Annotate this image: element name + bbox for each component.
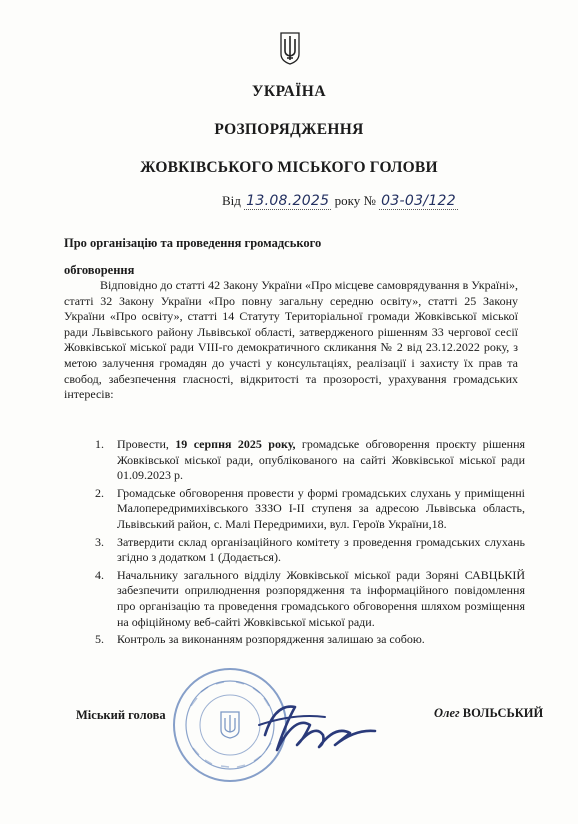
list-item-number: 1. xyxy=(95,437,104,451)
list-item xyxy=(95,535,525,566)
list-item xyxy=(95,568,525,630)
header-country: УКРАЇНА xyxy=(251,83,327,100)
subject-line-2: обговорення xyxy=(64,263,135,277)
list-item-text: Затвердити склад організаційного комітету з проведення громадських слухань згідно з додатком 1 (Додається). xyxy=(117,534,525,565)
order-list xyxy=(95,437,525,650)
header-issuer: ЖОВКІВСЬКОГО МІСЬКОГО ГОЛОВИ xyxy=(140,159,438,176)
coat-of-arms-icon xyxy=(279,30,301,66)
list-item xyxy=(95,486,525,533)
list-item-number: 2. xyxy=(95,485,104,500)
list-item-text: Контроль за виконанням розпорядження залишаю за собою. xyxy=(117,632,425,647)
signatory-name xyxy=(434,706,543,721)
handwritten-signature-icon xyxy=(255,695,385,765)
dateline-from: Від xyxy=(222,193,241,208)
dateline-date: 13.08.2025 xyxy=(246,193,330,209)
signatory-last-name: ВОЛЬСЬКИЙ xyxy=(462,706,544,720)
header-doc-type: РОЗПОРЯДЖЕННЯ xyxy=(214,121,364,138)
item-1-pre: Провести, xyxy=(117,437,169,451)
list-item-text xyxy=(117,437,525,484)
dateline xyxy=(222,193,458,209)
list-item-number: 4. xyxy=(95,567,104,582)
list-item xyxy=(95,437,525,484)
item-1-post: громадське обговорення проєкту рішення Жовківської міської ради, опублікованого на сайті Жовківської міської ради 01.09.2023 р. xyxy=(117,437,526,483)
list-item-text: Громадське обговорення провести у формі громадських слухань у приміщенні Малопередримихівського ЗЗЗО І-ІІ ступеня за адресою Львівська область, Львівський район, с. Малі Передримихи, вул. Героїв України,18. xyxy=(117,485,525,531)
list-item-number: 5. xyxy=(95,632,104,647)
subject xyxy=(64,230,424,284)
item-1-bold-date: 19 серпня 2025 року, xyxy=(175,437,296,451)
dateline-number: 03-03/122 xyxy=(381,193,456,209)
signature-title: Міський голова xyxy=(76,708,166,722)
signatory-first-name: Олег xyxy=(434,706,460,720)
dateline-no: № xyxy=(363,193,376,208)
list-item-text: Начальнику загального відділу Жовківської міської ради Зоряні САВЦЬКІЙ забезпечити оприлюднення розпорядження та інформаційного повідомлення про організацію та проведення громадського обговорення шляхом розміщення на офіційному веб-сайті Жовківської міської ради. xyxy=(117,567,525,629)
preamble-paragraph: Відповідно до статті 42 Закону України «Про місцеве самоврядування в Україні», статті 32 Закону України «Про повну загальну середню освіту», статті 25 Закону України «Про освіту», статті 14 Статуту Територіальної громади Жовківської міської ради Львівського району Львівської області, затвердженого рішенням 33 чергової сесії Жовківської міської ради VIII-го демократичного скликання № 2 від 23.12.2022 року, з метою залучення громадян до участі у консультаціях, реалізації і захисту їх прав та свобод, забезпечення гласності, відкритості та прозорості, урахування громадських інтересів: xyxy=(64,278,518,402)
list-item xyxy=(95,632,525,648)
subject-line-1: Про організацію та проведення громадського xyxy=(64,236,322,250)
list-item-number: 3. xyxy=(95,534,104,549)
dateline-year: року xyxy=(334,193,361,208)
